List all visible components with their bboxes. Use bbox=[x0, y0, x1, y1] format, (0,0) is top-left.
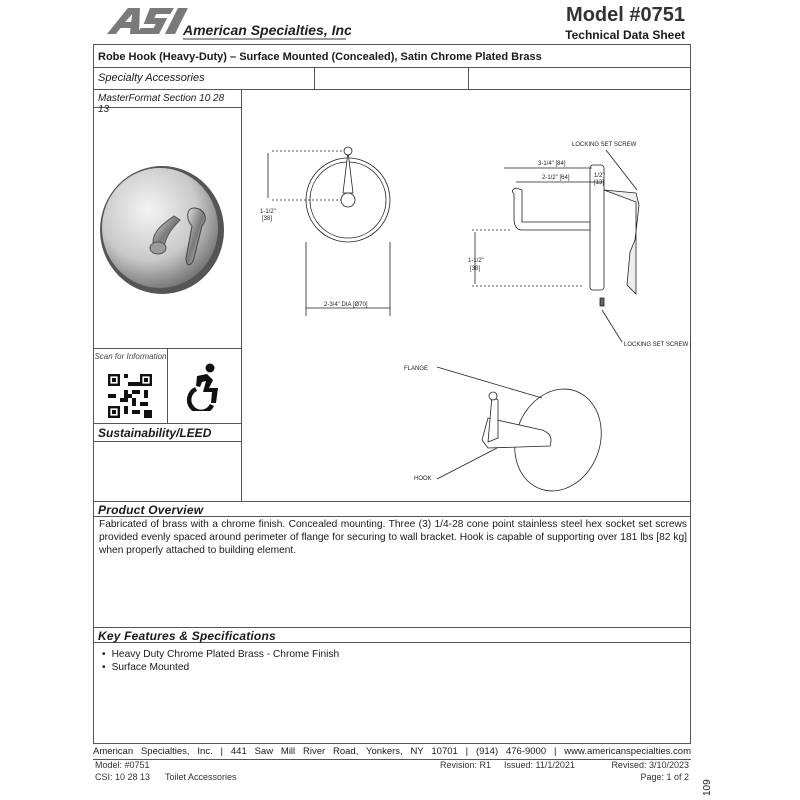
footer-csi-desc: Toilet Accessories bbox=[165, 772, 237, 782]
divider bbox=[314, 68, 315, 89]
overview-text: Fabricated of brass with a chrome finish. Concealed mounting. Three (3) 1/4-28 cone point stainless steel hex socket set screws provided evenly spaced around perimeter of flange for securing to wall bracket. Hook is capable of supporting over 181 lbs [82 kg] when properly attached to building element. bbox=[99, 519, 687, 556]
dim-hook: 2-1/2" [64] bbox=[542, 175, 570, 181]
footer-revised: Revised: 3/10/2023 bbox=[611, 760, 689, 770]
left-column bbox=[94, 90, 242, 501]
features-heading: Key Features & Specifications bbox=[94, 627, 690, 643]
asi-logo-graphic bbox=[101, 4, 351, 42]
category-label: Specialty Accessories bbox=[98, 72, 205, 84]
footer-page: Page: 1 of 2 bbox=[640, 772, 689, 782]
footer-csi: CSI: 10 28 13 bbox=[95, 772, 151, 782]
features-list bbox=[102, 648, 339, 674]
asi-logo bbox=[101, 4, 351, 47]
dim-diameter: 2-3/4" DIA [Ø70] bbox=[324, 302, 368, 308]
front-view bbox=[268, 147, 390, 316]
dim-height-side-mm: [38] bbox=[470, 266, 481, 272]
dim-height-side: 1-1/2" bbox=[468, 258, 484, 264]
footer-address: American Specialties, Inc. | 441 Saw Mill River Road, Yonkers, NY 10701 | (914) 476-9000 | www.americanspecialties.com bbox=[93, 746, 691, 760]
isometric-view bbox=[437, 367, 615, 501]
footer-issued: Issued: 11/1/2021 bbox=[504, 760, 575, 770]
technical-drawing bbox=[242, 90, 691, 501]
product-title: Robe Hook (Heavy-Duty) – Surface Mounted (Concealed), Satin Chrome Plated Brass bbox=[94, 45, 690, 68]
dimension-drawing bbox=[242, 90, 691, 501]
feature-item: • Heavy Duty Chrome Plated Brass - Chrome Finish bbox=[102, 648, 339, 661]
accessibility-icon bbox=[180, 361, 230, 411]
dim-height: 1-1/2" bbox=[260, 209, 276, 215]
robe-hook-photo bbox=[94, 108, 241, 348]
qr-code[interactable] bbox=[108, 374, 152, 418]
company-name: American Specialties, Inc. bbox=[183, 22, 351, 38]
header bbox=[93, 0, 691, 44]
flange-label: FLANGE bbox=[404, 366, 429, 372]
side-page-number: 109 bbox=[702, 779, 713, 796]
footer-revision: Revision: R1 bbox=[440, 760, 492, 770]
product-photo bbox=[94, 108, 241, 349]
data-sheet bbox=[93, 44, 691, 744]
sustainability-heading: Sustainability/LEED bbox=[94, 424, 241, 442]
overview-heading: Product Overview bbox=[94, 501, 690, 517]
locking-screw-label: LOCKING SET SCREW bbox=[572, 142, 637, 148]
model-number: Model #0751 bbox=[566, 4, 685, 26]
dim-depth: 3-1/4" [84] bbox=[538, 161, 566, 167]
feature-item: • Surface Mounted bbox=[102, 661, 339, 674]
accessibility-box bbox=[168, 349, 242, 424]
category-row bbox=[94, 68, 690, 90]
footer-model: Model: #0751 bbox=[95, 760, 150, 770]
masterformat-section: MasterFormat Section 10 28 13 bbox=[94, 90, 241, 108]
qr-label: Scan for Information bbox=[94, 352, 167, 361]
dim-height-mm: [38] bbox=[262, 216, 273, 222]
qr-code-box[interactable] bbox=[94, 349, 168, 424]
locking-screw-3-label: LOCKING SET SCREW (3) bbox=[624, 342, 691, 348]
dim-flange: 1/2" bbox=[594, 173, 605, 179]
dim-flange-mm: [13] bbox=[594, 180, 605, 186]
doc-type: Technical Data Sheet bbox=[565, 28, 685, 42]
hook-label: HOOK bbox=[414, 476, 432, 482]
divider bbox=[468, 68, 469, 89]
